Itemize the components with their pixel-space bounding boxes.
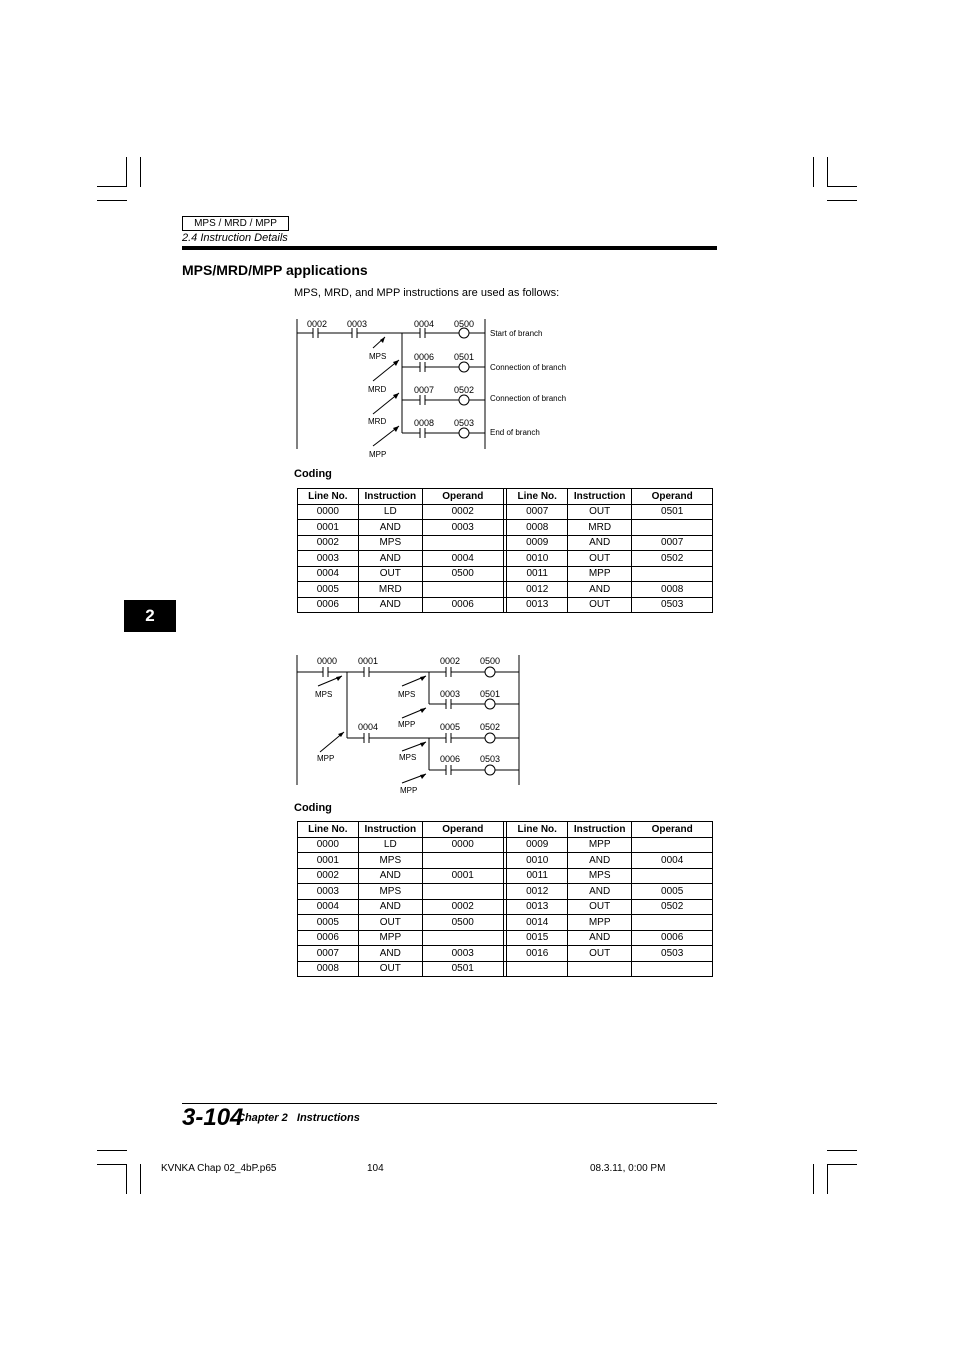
table-cell: AND [358, 946, 422, 962]
coil-label: 0502 [454, 385, 475, 395]
table-cell: 0000 [298, 837, 359, 853]
coil-label: 0501 [480, 689, 501, 699]
page-number: 3-104 [182, 1104, 244, 1131]
table-cell: 0014 [507, 915, 568, 931]
print-timestamp: 08.3.11, 0:00 PM [590, 1163, 666, 1174]
coil-label: 0503 [454, 418, 475, 428]
table-cell: 0001 [298, 520, 359, 536]
instruction-label: MPP [400, 786, 418, 795]
table-cell: 0004 [298, 566, 359, 582]
branch-note: Connection of branch [490, 394, 567, 403]
table-cell: 0004 [632, 853, 713, 869]
crop-mark [97, 1150, 127, 1151]
table-cell: 0011 [507, 868, 568, 884]
table-cell: 0500 [422, 915, 503, 931]
table-cell: 0009 [507, 535, 568, 551]
table-cell: 0006 [422, 597, 503, 613]
table-cell: 0003 [298, 884, 359, 900]
crop-mark [126, 157, 127, 187]
table-cell: MPP [568, 915, 632, 931]
table-cell: 0005 [298, 582, 359, 598]
table-cell: 0013 [507, 597, 568, 613]
table-cell: OUT [358, 961, 422, 977]
table-cell: OUT [358, 566, 422, 582]
table-cell: AND [568, 930, 632, 946]
table-cell: 0005 [632, 884, 713, 900]
table-cell [422, 535, 503, 551]
sheet-number: 104 [367, 1163, 384, 1174]
branch-note: Connection of branch [490, 363, 567, 372]
table-row [298, 946, 713, 962]
table-row [298, 504, 713, 520]
table-cell: 0501 [422, 961, 503, 977]
table-cell: 0005 [298, 915, 359, 931]
table-cell: 0007 [298, 946, 359, 962]
table-cell: 0015 [507, 930, 568, 946]
table-cell: 0002 [422, 899, 503, 915]
table-cell [507, 961, 568, 977]
table-cell: OUT [568, 946, 632, 962]
col-header: Operand [422, 489, 503, 505]
table-cell: MPS [358, 884, 422, 900]
table-cell [632, 961, 713, 977]
table-cell: 0502 [632, 551, 713, 567]
instruction-label: MPP [398, 720, 416, 729]
instruction-label: MPS [369, 352, 387, 361]
page-heading: MPS/MRD/MPP applications [182, 262, 368, 278]
contact-label: 0001 [358, 656, 379, 666]
table-cell: 0008 [298, 961, 359, 977]
table-cell: 0501 [632, 504, 713, 520]
col-header: Operand [632, 489, 713, 505]
contact-label: 0006 [440, 754, 461, 764]
contact-label: 0004 [358, 722, 379, 732]
crop-mark [827, 200, 857, 201]
contact-label: 0007 [414, 385, 435, 395]
table-cell: OUT [358, 915, 422, 931]
table-cell: 0006 [632, 930, 713, 946]
table-cell: AND [358, 597, 422, 613]
table-cell: MRD [568, 520, 632, 536]
crop-mark [813, 1164, 814, 1194]
table-cell: 0000 [422, 837, 503, 853]
table-cell: 0503 [632, 597, 713, 613]
footer-rule [182, 1103, 717, 1104]
table-cell: MRD [358, 582, 422, 598]
table-cell: 0010 [507, 853, 568, 869]
table-row [298, 961, 713, 977]
contact-label: 0008 [414, 418, 435, 428]
coil-label: 0502 [480, 722, 501, 732]
table-cell: 0006 [298, 597, 359, 613]
table-row [298, 884, 713, 900]
table-cell: 0003 [422, 520, 503, 536]
chapter-tab: 2 [124, 600, 176, 632]
file-name: KVNKA Chap 02_4bP.p65 [161, 1163, 277, 1174]
table-cell: MPS [358, 853, 422, 869]
col-header: Operand [422, 822, 503, 838]
table-row [298, 899, 713, 915]
col-header: Instruction [358, 822, 422, 838]
table-cell: 0001 [298, 853, 359, 869]
branch-note: Start of branch [490, 329, 543, 338]
instruction-label: MPS [399, 753, 417, 762]
table-row [298, 566, 713, 582]
table-cell [422, 582, 503, 598]
table-cell: 0006 [298, 930, 359, 946]
section-subtitle: 2.4 Instruction Details [182, 232, 288, 244]
table-row [298, 930, 713, 946]
table-cell [632, 915, 713, 931]
coil-label: 0500 [454, 319, 475, 329]
crop-mark [97, 200, 127, 201]
crop-mark [97, 1164, 127, 1165]
table-cell: MPP [568, 837, 632, 853]
table-row [298, 582, 713, 598]
table-header-row [298, 489, 713, 505]
table-cell: 0009 [507, 837, 568, 853]
crop-mark [827, 1164, 857, 1165]
table-cell [422, 853, 503, 869]
crop-mark [827, 1164, 828, 1194]
branch-note: End of branch [490, 428, 540, 437]
table-cell: 0003 [298, 551, 359, 567]
coding-caption: Coding [294, 802, 332, 814]
coding-caption: Coding [294, 468, 332, 480]
section-tag: MPS / MRD / MPP [182, 216, 289, 231]
contact-label: 0003 [440, 689, 461, 699]
table-cell [632, 566, 713, 582]
table-header-row [298, 822, 713, 838]
instruction-label: MPS [398, 690, 416, 699]
table-row [298, 853, 713, 869]
coding-table-2 [297, 821, 713, 977]
table-cell: AND [568, 853, 632, 869]
table-cell: AND [568, 884, 632, 900]
table-cell: 0012 [507, 884, 568, 900]
table-row [298, 520, 713, 536]
table-cell: 0001 [422, 868, 503, 884]
ladder-diagram-1 [290, 312, 590, 462]
crop-mark [827, 1150, 857, 1151]
contact-label: 0006 [414, 352, 435, 362]
table-cell: MPP [568, 566, 632, 582]
table-cell: AND [358, 551, 422, 567]
table-cell: 0012 [507, 582, 568, 598]
col-header: Line No. [507, 822, 568, 838]
contact-label: 0002 [440, 656, 461, 666]
contact-label: 0000 [317, 656, 338, 666]
crop-mark [140, 1164, 141, 1194]
table-cell: OUT [568, 899, 632, 915]
table-cell: OUT [568, 597, 632, 613]
table-cell: 0503 [632, 946, 713, 962]
table-row [298, 535, 713, 551]
table-row [298, 915, 713, 931]
table-cell: 0002 [298, 535, 359, 551]
table-cell: 0502 [632, 899, 713, 915]
coil-label: 0501 [454, 352, 475, 362]
col-header: Operand [632, 822, 713, 838]
table-cell: AND [358, 899, 422, 915]
contact-label: 0002 [307, 319, 328, 329]
table-cell: 0004 [422, 551, 503, 567]
header-rule [182, 246, 717, 250]
crop-mark [140, 157, 141, 187]
coding-table-1 [297, 488, 713, 613]
intro-text: MPS, MRD, and MPP instructions are used as follows: [294, 287, 560, 299]
col-header: Line No. [298, 489, 359, 505]
table-cell: AND [358, 868, 422, 884]
table-cell: 0003 [422, 946, 503, 962]
table-cell: MPP [358, 930, 422, 946]
table-cell: AND [568, 535, 632, 551]
table-cell [632, 837, 713, 853]
table-cell: AND [568, 582, 632, 598]
ladder-diagram-2 [290, 648, 530, 798]
table-cell: 0000 [298, 504, 359, 520]
table-cell: 0010 [507, 551, 568, 567]
instruction-label: MPP [317, 754, 335, 763]
col-header: Line No. [507, 489, 568, 505]
chapter-label: Chapter 2 Instructions [237, 1112, 360, 1124]
table-cell: 0500 [422, 566, 503, 582]
table-row [298, 597, 713, 613]
contact-label: 0004 [414, 319, 435, 329]
crop-mark [827, 157, 828, 187]
table-cell: OUT [568, 551, 632, 567]
crop-mark [97, 186, 127, 187]
table-cell: AND [358, 520, 422, 536]
table-row [298, 551, 713, 567]
contact-label: 0005 [440, 722, 461, 732]
table-cell: MPS [358, 535, 422, 551]
col-header: Instruction [358, 489, 422, 505]
table-cell: LD [358, 837, 422, 853]
crop-mark [126, 1164, 127, 1194]
table-cell: 0002 [298, 868, 359, 884]
table-cell [422, 884, 503, 900]
instruction-label: MPS [315, 690, 333, 699]
table-cell: 0007 [507, 504, 568, 520]
table-row [298, 837, 713, 853]
table-cell: 0007 [632, 535, 713, 551]
table-cell: 0016 [507, 946, 568, 962]
instruction-label: MRD [368, 385, 387, 394]
table-cell: MPS [568, 868, 632, 884]
table-cell: 0008 [632, 582, 713, 598]
col-header: Instruction [568, 489, 632, 505]
table-row [298, 868, 713, 884]
table-cell [422, 930, 503, 946]
table-cell [568, 961, 632, 977]
table-cell: 0013 [507, 899, 568, 915]
instruction-label: MRD [368, 417, 387, 426]
table-cell [632, 520, 713, 536]
table-cell [632, 868, 713, 884]
col-header: Line No. [298, 822, 359, 838]
crop-mark [813, 157, 814, 187]
crop-mark [827, 186, 857, 187]
table-cell: 0008 [507, 520, 568, 536]
contact-label: 0003 [347, 319, 368, 329]
coil-label: 0503 [480, 754, 501, 764]
table-cell: 0011 [507, 566, 568, 582]
instruction-label: MPP [369, 450, 387, 459]
table-cell: LD [358, 504, 422, 520]
table-cell: 0002 [422, 504, 503, 520]
table-cell: 0004 [298, 899, 359, 915]
table-cell: OUT [568, 504, 632, 520]
coil-label: 0500 [480, 656, 501, 666]
col-header: Instruction [568, 822, 632, 838]
